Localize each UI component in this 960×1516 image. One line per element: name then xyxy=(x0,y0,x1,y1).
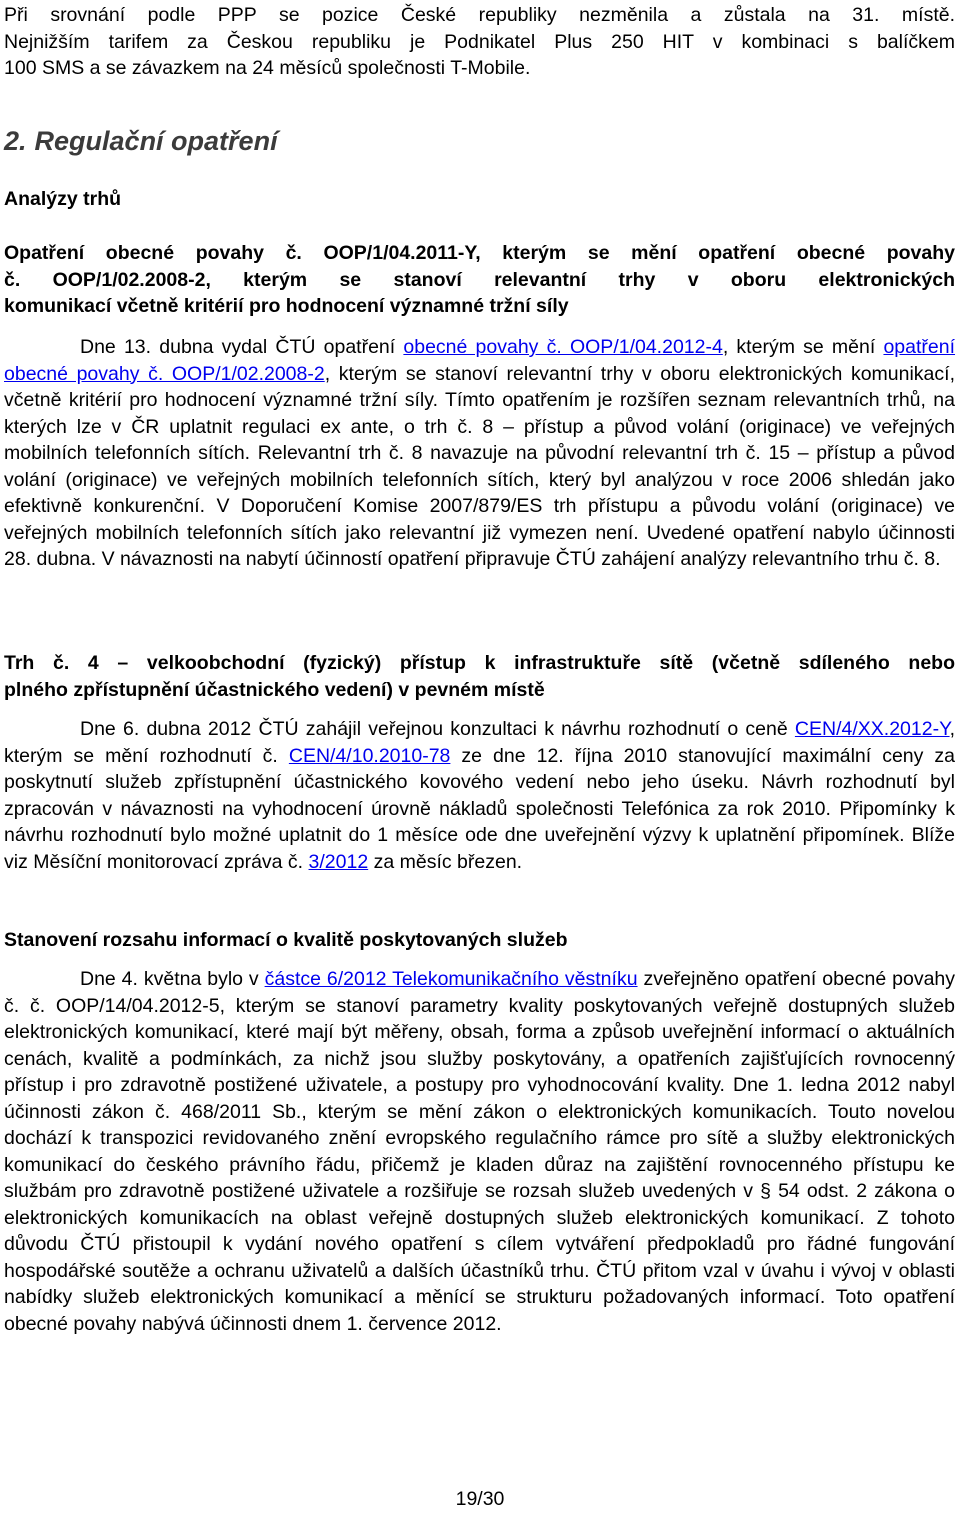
decision-link[interactable]: CEN/4/XX.2012-Y xyxy=(794,718,950,740)
paragraph-text: , kterým se stanoví relevantní trhy v oboru elektronických komunikací, včetně kritérií pro hodnocení významné tržní síly. Tímto opatřením je rozšířen seznam relevantních trhů, na kterých lze v ČR uplatnit regulaci ex ante, o trh č. 8 – přístup a původ volání (originace) ve veřejných mobilních telefonních sítích. Relevantní trh č. 8 navazuje na původní relevantní trh č. 15 – přístup a původ volání (originace) ve veřejných mobilních telefonních sítích, který byl analýzou v roce 2006 shledán jako efektivně konkurenční. V Doporučení Komise 2007/879/ES trh přístupu a původu volání (originace) ve veřejných mobilních telefonních sítích jako relevantní již vymezen není. Uvedené opatření nabylo účinnosti 28. dubna. V návaznosti na nabytí účinností opatření připravuje ČTÚ zahájení analýzy relevantního trhu č. 8. xyxy=(4,362,955,570)
paragraph-text: ze dne 12. října 2010 stanovující maximální ceny za poskytnutí služeb zpřístupnění účastnického kovového vedení nebo jeho úseku. Návrh rozhodnutí byl zpracován v návaznosti na vyhodnocení úrovně nákladů společnosti Telefónica za rok 2010. Připomínky k návrhu rozhodnutí bylo možné uplatnit do 1 měsíce ode dne uveřejnění výzvy k uplatnění připomínek. Blíže viz Měsíční monitorovací zpráva č. xyxy=(4,744,955,873)
measure-heading xyxy=(4,240,955,320)
page-number: 19/30 xyxy=(455,1488,505,1510)
paragraph-price-decision xyxy=(4,716,955,875)
section-number: 2. xyxy=(4,126,27,156)
intro-paragraph xyxy=(4,2,955,82)
paragraph-ctu-measure xyxy=(4,334,955,573)
report-link[interactable]: 3/2012 xyxy=(308,850,369,873)
bulletin-link[interactable]: částce 6/2012 Telekomunikačního věstníku xyxy=(264,968,638,990)
intro-line: 100 SMS a se závazkem na 24 měsíců společnosti T-Mobile. xyxy=(4,57,531,79)
paragraph-text: Dne 13. dubna vydal ČTÚ opatření xyxy=(80,336,404,358)
measure-link[interactable]: obecné povahy č. OOP/1/04.2012-4 xyxy=(403,336,723,358)
heading-line: Trh č. 4 – velkoobchodní (fyzický) přístup k infrastruktuře sítě (včetně sdíleného nebo xyxy=(4,652,955,674)
intro-line: Nejnižším tarifem za Českou republiku je Podnikatel Plus 250 HIT v kombinaci s balíčkem xyxy=(4,30,955,53)
section-heading xyxy=(4,126,286,157)
heading-line: č. OOP/1/02.2008-2, kterým se stanoví relevantní trhy v oboru elektronických xyxy=(4,268,955,291)
heading-line: Opatření obecné povahy č. OOP/1/04.2011-Y, kterým se mění opatření obecné povahy xyxy=(4,242,955,264)
paragraph-text: za měsíc březen. xyxy=(368,850,523,873)
heading-line: komunikací včetně kritérií pro hodnocení významné tržní síly xyxy=(4,295,569,317)
subsection-heading: Analýzy trhů xyxy=(4,188,122,210)
paragraph-text: , kterým se mění xyxy=(722,336,884,358)
paragraph-text: Dne 4. května bylo v xyxy=(80,968,265,990)
heading-line: plného zpřístupnění účastnického vedení) v pevném místě xyxy=(4,678,545,701)
paragraph-quality xyxy=(4,966,955,1337)
paragraph-text: Dne 6. dubna 2012 ČTÚ zahájil veřejnou konzultaci k návrhu rozhodnutí o ceně xyxy=(80,718,795,740)
measure-link[interactable]: opatření obecné povahy č. OOP/1/02.2008-2 xyxy=(4,336,956,385)
market-4-heading xyxy=(4,650,955,703)
quality-heading: Stanovení rozsahu informací o kvalitě poskytovaných služeb xyxy=(4,929,568,951)
section-title: Regulační opatření xyxy=(34,126,278,156)
intro-line: Při srovnání podle PPP se pozice České republiky nezměnila a zůstala na 31. místě. xyxy=(4,4,955,26)
paragraph-text: zveřejněno opatření obecné povahy č. č. OOP/14/04.2012-5, kterým se stanoví parametry kvality poskytovaných veřejně dostupných služeb elektronických komunikací, které mají být měřeny, obsah, forma a způsob uveřejnění informací o aktuálních cenách, kvalitě a podmínkách, za nichž jsou služby poskytovány, a opatřeních zajišťujících rovnocenný přístup i pro zdravotně postižené uživatele, a postupy pro vyhodnocování kvality. Dne 1. ledna 2012 nabyl účinnosti zákon č. 468/2011 Sb., kterým se mění zákon o elektronických komunikacích. Touto novelou dochází k transpozici revidovaného znění evropského regulačního rámce pro sítě a služby elektronických komunikací do českého právního řádu, přičemž je kladen důraz na zajištění rovnocenného přístupu ke službám pro zdravotně postižené uživatele a rozšiřuje se rozsah služeb uvedených v § 54 odst. 2 zákona o elektronických komunikacích na oblast veřejně dostupných služeb elektronických komunikací. Z tohoto důvodu ČTÚ přistoupil k vydání nového opatření s cílem vytváření předpokladů pro řádné fungování hospodářské soutěže a ochranu uživatelů a dalších účastníků trhu. ČTÚ přitom vzal v úvahu i vývoj v oblasti nabídky služeb elektronických komunikací a měnící se strukturu požadovaných informací. Toto opatření obecné povahy nabývá účinnosti dnem 1. července 2012. xyxy=(4,968,956,1335)
paragraph-text: , kterým se mění rozhodnutí č. xyxy=(4,718,955,767)
decision-link[interactable]: CEN/4/10.2010-78 xyxy=(288,744,451,767)
